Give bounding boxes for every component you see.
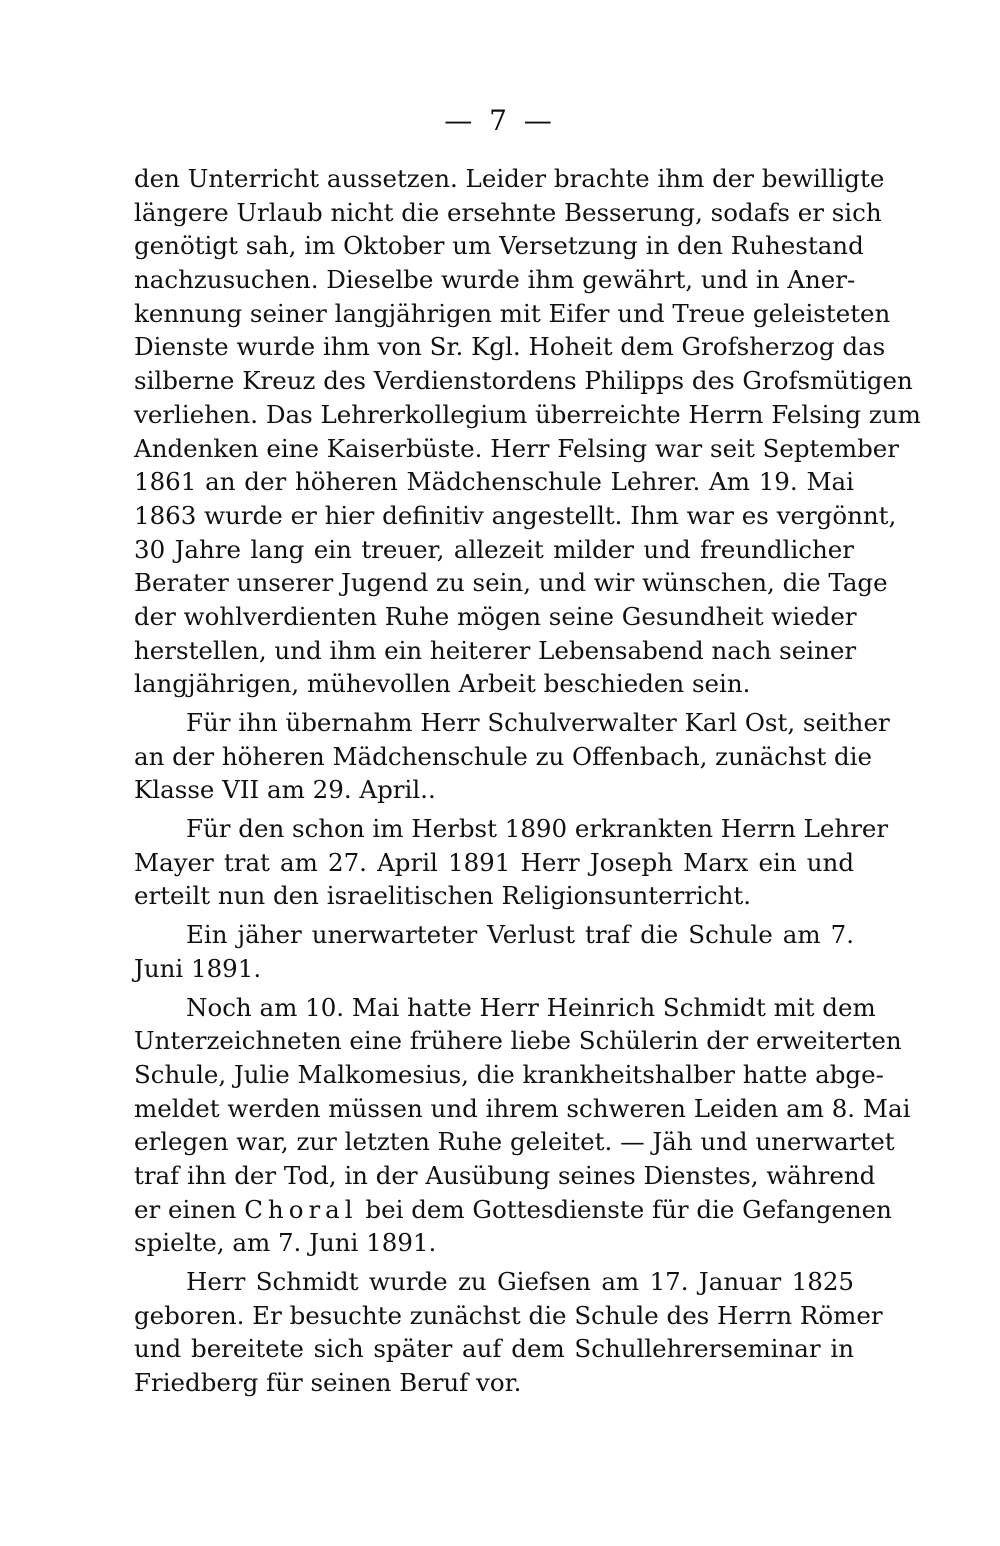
text-line: genötigt sah, im Oktober um Versetzung in den Ruhestand: [134, 231, 864, 261]
paragraph-2: [134, 706, 890, 807]
text-line: langjährigen, mühevollen Arbeit beschieden sein.: [134, 669, 751, 699]
paragraph-1: [134, 162, 921, 701]
text-line: den Unterricht aussetzen. Leider brachte ihm der bewilligte: [134, 164, 885, 193]
text-line: silberne Kreuz des Verdienstordens Philipps des Grofsmütigen: [134, 366, 913, 396]
paragraph-5: [134, 991, 911, 1261]
text-line: und bereitete sich später auf dem Schullehrerseminar in: [134, 1334, 854, 1364]
text-line: Friedberg für seinen Beruf vor.: [134, 1368, 522, 1398]
text-line: Ein jäher unerwarteter Verlust traf die Schule am 7.: [186, 920, 854, 950]
paragraph-6: [134, 1265, 883, 1400]
text-line: spielte, am 7. Juni 1891.: [134, 1228, 437, 1258]
page-number: — 7 —: [444, 104, 556, 137]
text-line: traf ihn der Tod, in der Ausübung seines Dienstes, während: [134, 1160, 876, 1190]
text-line: der wohlverdienten Ruhe mögen seine Gesundheit wieder: [134, 601, 857, 631]
text-line: Andenken eine Kaiserbüste. Herr Felsing war seit September: [134, 433, 900, 463]
text-line: meldet werden müssen und ihrem schweren Leiden am 8. Mai: [134, 1093, 911, 1123]
text-line: erlegen war, zur letzten Ruhe geleitet. — Jäh und unerwartet: [134, 1127, 895, 1157]
text-fragment: bei dem Gottesdienste für die Gefangenen: [365, 1194, 892, 1224]
text-line: geboren. Er besuchte zunächst die Schule des Herrn Römer: [134, 1300, 883, 1330]
text-line: an der höheren Mädchenschule zu Offenbach, zunächst die: [134, 741, 872, 771]
paragraph-4: [134, 918, 854, 985]
text-line-with-spaced-word: [134, 1193, 892, 1227]
text-line: Unterzeichneten eine frühere liebe Schülerin der erweiterten: [134, 1026, 902, 1056]
text-line: Berater unserer Jugend zu sein, und wir wünschen, die Tage: [134, 568, 888, 598]
text-line: Für ihn übernahm Herr Schulverwalter Karl Ost, seither: [186, 708, 890, 737]
text-line: herstellen, und ihm ein heiterer Lebensabend nach seiner: [134, 635, 857, 665]
text-line: 1861 an der höheren Mädchenschule Lehrer. Am 19. Mai: [134, 467, 854, 497]
text-line: Mayer trat am 27. April 1891 Herr Joseph Marx ein und: [134, 847, 854, 877]
paragraph-3: [134, 812, 889, 913]
text-line: Herr Schmidt wurde zu Giefsen am 17. Januar 1825: [186, 1267, 854, 1296]
text-line: nachzusuchen. Dieselbe wurde ihm gewährt, und in Aner-: [134, 265, 856, 295]
text-line: 1863 wurde er hier definitiv angestellt. Ihm war es vergönnt,: [134, 500, 897, 530]
text-line: 30 Jahre lang ein treuer, allezeit milder und freundlicher: [134, 534, 854, 564]
text-line: kennung seiner langjährigen mit Eifer und Treue geleisteten: [134, 298, 891, 328]
text-line: Klasse VII am 29. April..: [134, 775, 436, 805]
text-line: Juni 1891.: [134, 953, 262, 983]
text-fragment: er einen: [134, 1194, 237, 1224]
text-line: längere Urlaub nicht die ersehnte Besserung, sodafs er sich: [134, 197, 882, 227]
text-line: Für den schon im Herbst 1890 erkrankten Herrn Lehrer: [186, 814, 889, 844]
text-line: verliehen. Das Lehrerkollegium überreichte Herrn Felsing zum: [134, 399, 921, 429]
text-line: Noch am 10. Mai hatte Herr Heinrich Schmidt mit dem: [186, 992, 876, 1022]
text-line: erteilt nun den israelitischen Religionsunterricht.: [134, 881, 751, 911]
body-text: [134, 162, 921, 1405]
text-line: Dienste wurde ihm von Sr. Kgl. Hoheit dem Grofsherzog das: [134, 332, 886, 362]
text-line: Schule, Julie Malkomesius, die krankheitshalber hatte abge-: [134, 1059, 884, 1089]
spaced-word: Choral: [244, 1194, 358, 1224]
